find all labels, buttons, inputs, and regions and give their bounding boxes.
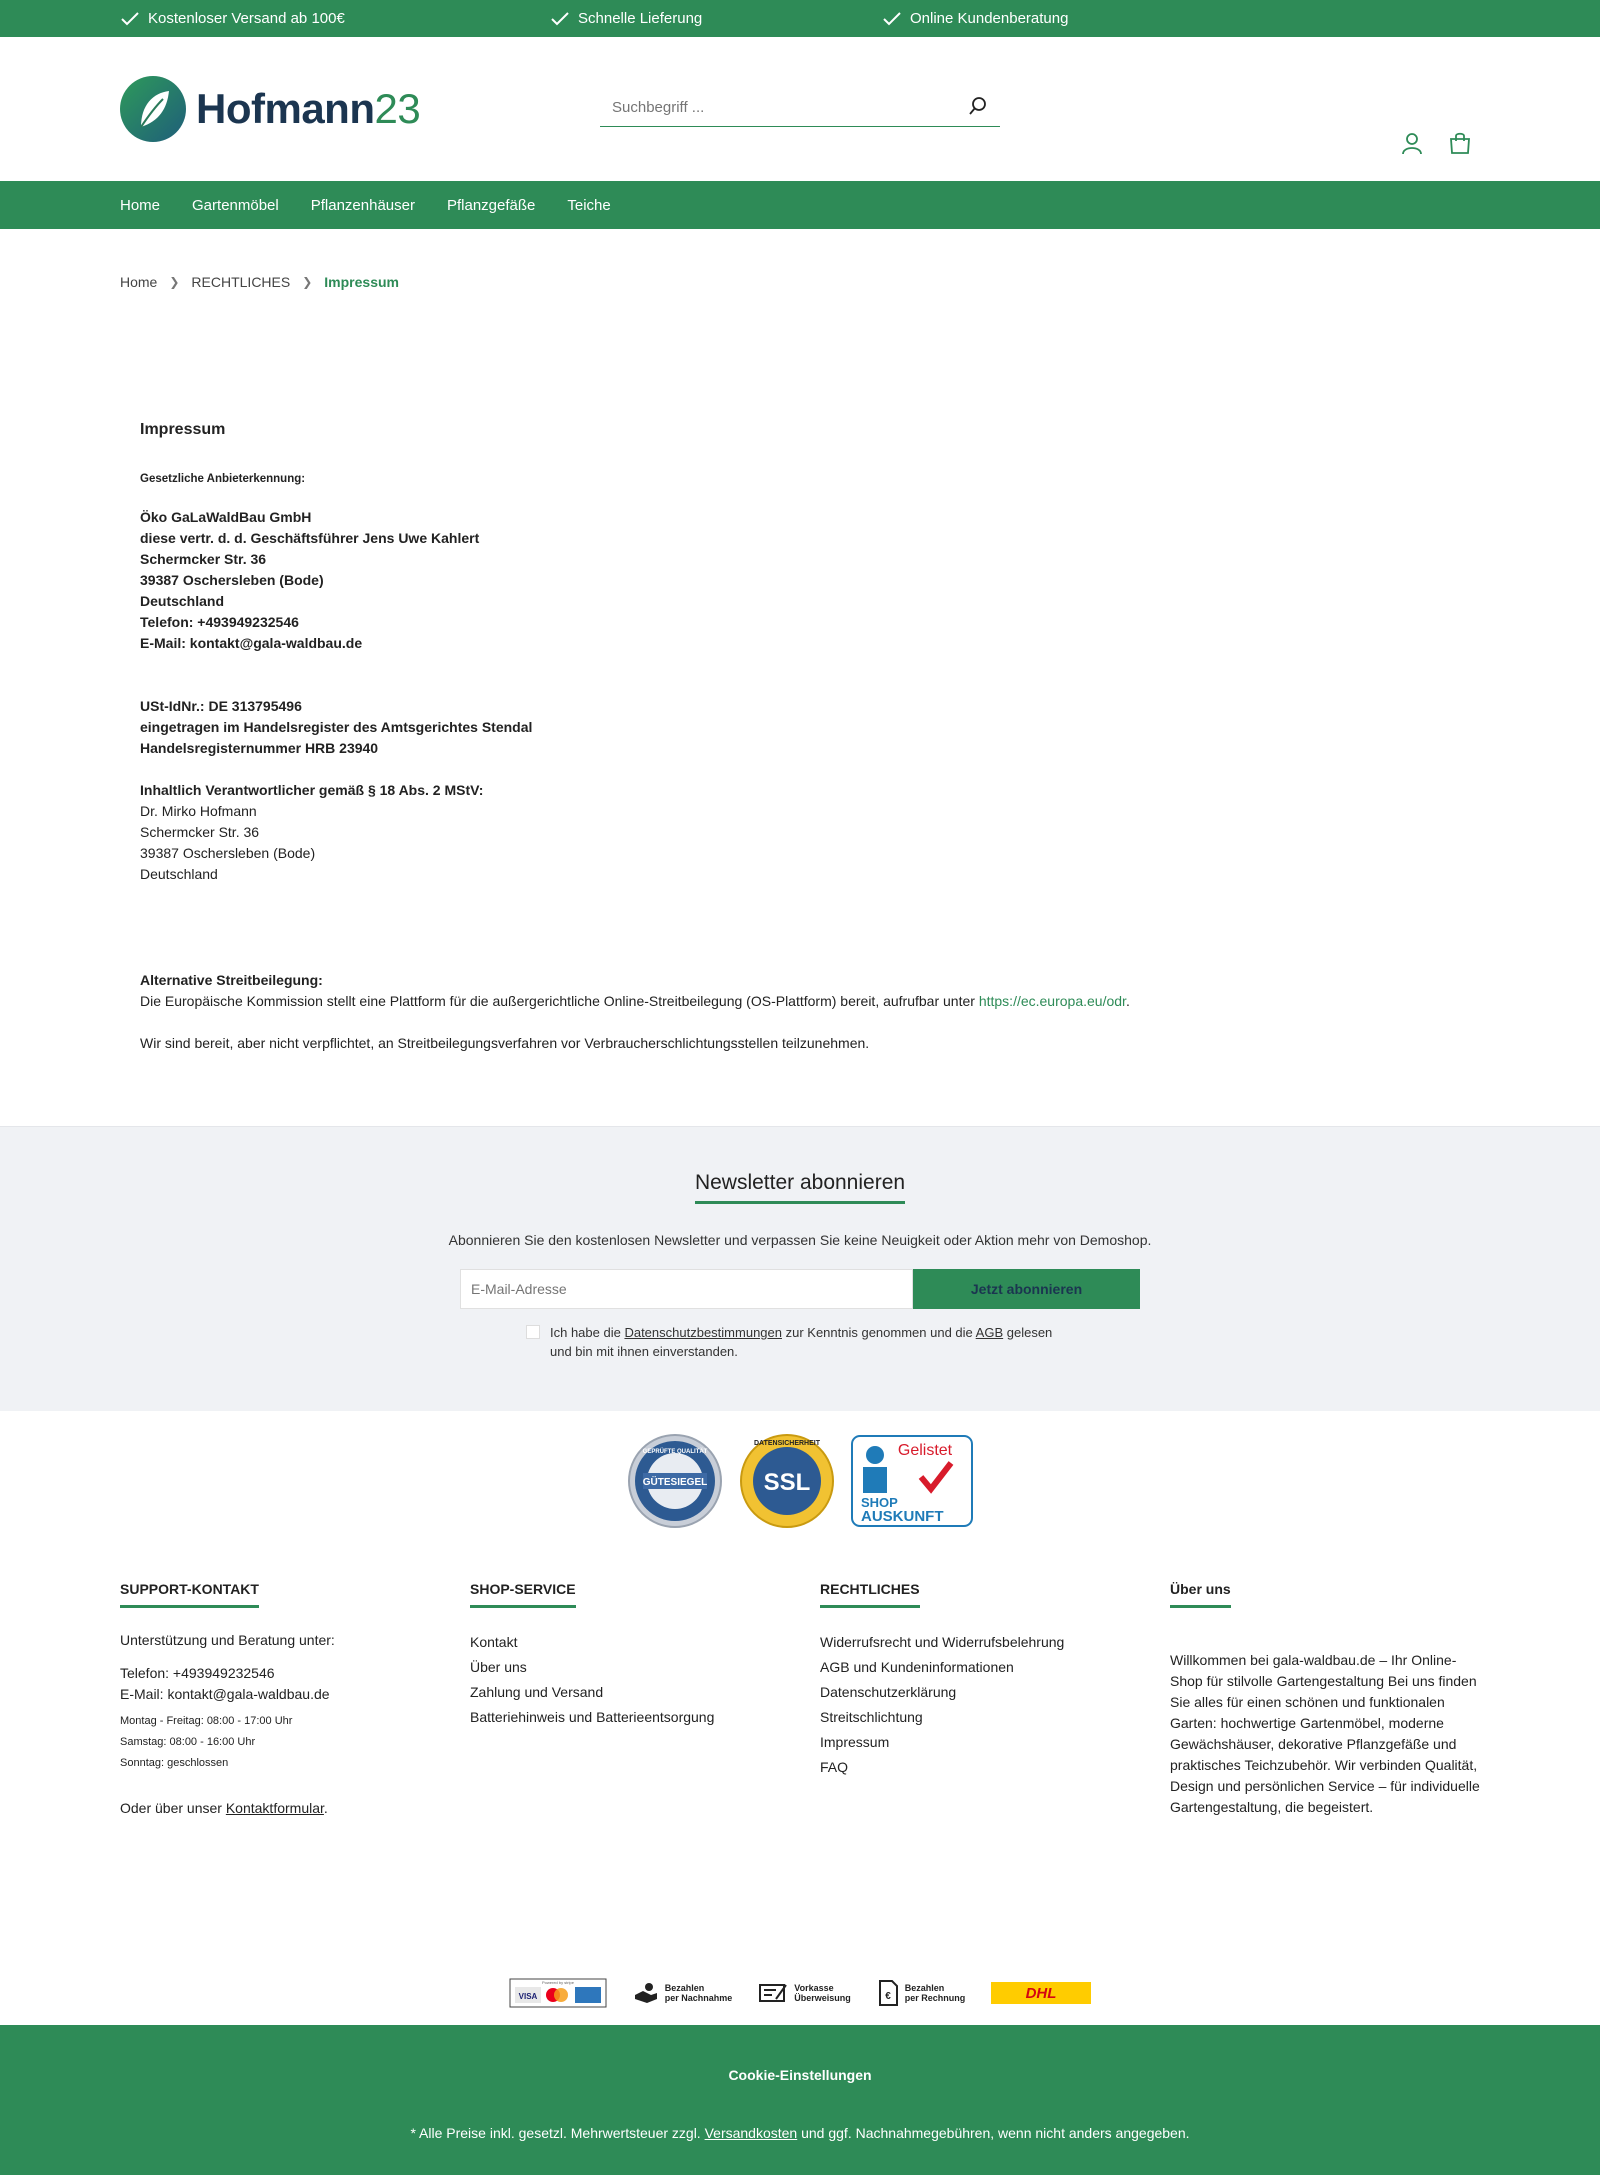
breadcrumb-home[interactable]: Home bbox=[120, 274, 158, 290]
search-bar bbox=[600, 89, 1000, 127]
usp-label: Kostenloser Versand ab 100€ bbox=[148, 10, 345, 27]
main-navigation bbox=[0, 181, 1600, 229]
logo[interactable] bbox=[120, 76, 420, 142]
chevron-right-icon: ❯ bbox=[169, 275, 180, 289]
usp-bar bbox=[0, 0, 1600, 37]
breadcrumb bbox=[0, 229, 1600, 301]
usp-label: Schnelle Lieferung bbox=[578, 10, 703, 27]
newsletter-text: Abonnieren Sie den kostenlosen Newsletter und verpassen Sie keine Neuigkeit oder Aktion mehr von Demoshop. bbox=[448, 1232, 1152, 1248]
nav-gartenmoebel[interactable]: Gartenmöbel bbox=[192, 196, 279, 214]
responsible-person bbox=[140, 780, 483, 885]
visa-label: VISA bbox=[518, 1992, 538, 2001]
newsletter-title bbox=[0, 1171, 1600, 1204]
impressum-content bbox=[0, 301, 1600, 1126]
newsletter-title-text: Newsletter abonnieren bbox=[695, 1171, 905, 1204]
seal3-top: Gelistet bbox=[897, 1442, 953, 1459]
cart-icon[interactable] bbox=[1448, 131, 1472, 155]
dispute-text-2: Wir sind bereit, aber nicht verpflichtet, an Streitbeilegungsverfahren vor Verbraucherschlichtungsstellen teilzunehmen. bbox=[140, 1035, 870, 1051]
vat-notice bbox=[0, 2125, 1600, 2141]
bottom-bar bbox=[0, 2025, 1600, 2175]
footer-support bbox=[120, 1581, 420, 1819]
logo-wordmark bbox=[196, 85, 420, 133]
footer-link-batterie[interactable]: Batteriehinweis und Batterieentsorgung bbox=[470, 1709, 715, 1725]
payment-methods bbox=[0, 1961, 1600, 2025]
cod-line2: per Nachnahme bbox=[664, 1993, 733, 2003]
company-name: Öko GaLaWaldBau GmbH bbox=[140, 509, 312, 525]
account-icon[interactable] bbox=[1400, 131, 1424, 155]
cod-line1: Bezahlen bbox=[664, 1983, 705, 1993]
dispute-label: Alternative Streitbeilegung: bbox=[140, 972, 323, 988]
city: 39387 Oschersleben (Bode) bbox=[140, 572, 324, 588]
register-court: eingetragen im Handelsregister des Amtsgerichtes Stendal bbox=[140, 719, 533, 735]
footer-link-streitschlichtung[interactable]: Streitschlichtung bbox=[820, 1709, 923, 1725]
responsible-street: Schermcker Str. 36 bbox=[140, 824, 260, 840]
chevron-right-icon: ❯ bbox=[302, 275, 313, 289]
provider-address bbox=[140, 507, 479, 654]
invoice-line2: per Rechnung bbox=[904, 1993, 966, 2003]
country: Deutschland bbox=[140, 593, 225, 609]
footer-link-agb[interactable]: AGB und Kundeninformationen bbox=[820, 1659, 1014, 1675]
nav-home[interactable]: Home bbox=[120, 196, 161, 214]
header-actions bbox=[1400, 131, 1472, 155]
provider-label: Gesetzliche Anbieterkennung: bbox=[140, 473, 306, 485]
hours-saturday: Samstag: 08:00 - 16:00 Uhr bbox=[120, 1736, 256, 1748]
usp-fast-delivery bbox=[550, 9, 882, 29]
shopauskunft-badge[interactable] bbox=[851, 1435, 973, 1527]
footer-link-kontakt[interactable]: Kontakt bbox=[470, 1634, 518, 1650]
consent-text-4: und bin mit ihnen einverstanden. bbox=[550, 1344, 738, 1359]
vat-id bbox=[140, 696, 532, 717]
check-icon bbox=[120, 9, 140, 29]
consent-text bbox=[550, 1323, 1052, 1361]
usp-free-shipping bbox=[120, 9, 550, 29]
guetesiegel-badge[interactable] bbox=[627, 1433, 723, 1529]
street: Schermcker Str. 36 bbox=[140, 551, 267, 567]
credit-cards-icon bbox=[509, 1978, 607, 2008]
ssl-badge[interactable] bbox=[739, 1433, 835, 1529]
prepay-line2: Überweisung bbox=[794, 1993, 851, 2003]
subscribe-button[interactable]: Jetzt abonnieren bbox=[913, 1269, 1140, 1309]
usp-label: Online Kundenberatung bbox=[910, 10, 1069, 27]
site-header bbox=[0, 37, 1600, 181]
consent-checkbox-row bbox=[526, 1323, 1052, 1361]
nav-teiche[interactable]: Teiche bbox=[567, 196, 611, 214]
seal3-bottom1: SHOP bbox=[861, 1495, 898, 1510]
consent-text-1: Ich habe die bbox=[550, 1325, 625, 1340]
cookie-settings-link[interactable]: Cookie-Einstellungen bbox=[728, 2067, 872, 2083]
breadcrumb-current[interactable]: Impressum bbox=[324, 274, 399, 290]
responsible-label: Inhaltlich Verantwortlicher gemäß § 18 Abs. 2 MStV: bbox=[140, 782, 484, 798]
nav-pflanzenhaeuser[interactable]: Pflanzenhäuser bbox=[310, 196, 415, 214]
breadcrumb-section[interactable]: RECHTLICHES bbox=[191, 274, 291, 290]
vat-value: DE 313795496 bbox=[204, 698, 302, 714]
leaf-logo-icon bbox=[120, 76, 186, 142]
invoice-icon bbox=[877, 1979, 899, 2007]
footer-link-ueber-uns[interactable]: Über uns bbox=[470, 1659, 527, 1675]
logo-name: Hofmann bbox=[196, 85, 375, 132]
footer-service bbox=[470, 1581, 770, 1730]
page-title: Impressum bbox=[140, 421, 226, 438]
seal1-top: GEPRÜFTE QUALITÄT bbox=[642, 1449, 708, 1455]
pay-prepayment bbox=[758, 1981, 851, 2005]
responsible-name: Dr. Mirko Hofmann bbox=[140, 803, 257, 819]
footer-legal bbox=[820, 1581, 1140, 1780]
email-field[interactable] bbox=[460, 1269, 913, 1309]
contact-form-link[interactable]: Kontaktformular bbox=[225, 1800, 324, 1816]
prepay-line1: Vorkasse bbox=[794, 1983, 834, 1993]
service-title: SHOP-SERVICE bbox=[470, 1581, 576, 1608]
legal-title: RECHTLICHES bbox=[820, 1581, 920, 1608]
newsletter-form bbox=[460, 1269, 1140, 1309]
search-input[interactable] bbox=[612, 99, 932, 116]
privacy-link[interactable]: Datenschutzbestimmungen bbox=[624, 1325, 782, 1340]
service-list bbox=[470, 1630, 770, 1730]
contact-form-prefix: Oder über unser bbox=[120, 1800, 226, 1816]
pay-cod bbox=[633, 1981, 733, 2005]
vat-notice-1: * Alle Preise inkl. gesetzl. Mehrwertsteuer zzgl. bbox=[410, 2125, 705, 2141]
logo-number: 23 bbox=[374, 85, 421, 132]
check-icon bbox=[550, 9, 570, 29]
footer-link-datenschutz[interactable]: Datenschutzerklärung bbox=[820, 1684, 957, 1700]
responsible-country: Deutschland bbox=[140, 866, 218, 882]
phone: Telefon: +493949232546 bbox=[140, 614, 299, 630]
legal-list bbox=[820, 1630, 1140, 1780]
seal2-ring: DATENSICHERHEIT bbox=[754, 1440, 820, 1447]
agb-link[interactable]: AGB bbox=[975, 1325, 1004, 1340]
trust-seals bbox=[0, 1411, 1600, 1541]
contact-form-end: . bbox=[323, 1800, 328, 1816]
hours-weekday: Montag - Freitag: 08:00 - 17:00 Uhr bbox=[120, 1715, 293, 1727]
support-intro: Unterstützung und Beratung unter: bbox=[120, 1632, 335, 1648]
seal3-bottom2: AUSKUNFT bbox=[861, 1508, 944, 1525]
odr-link[interactable]: https://ec.europa.eu/odr bbox=[978, 993, 1126, 1009]
nav-pflanzgefaesse[interactable]: Pflanzgefäße bbox=[446, 196, 536, 214]
contact-form-text bbox=[120, 1798, 420, 1819]
transfer-form-icon bbox=[758, 1981, 788, 2005]
vat-notice-2: und ggf. Nachnahmegebühren, wenn nicht anders angegeben. bbox=[797, 2125, 1190, 2141]
shipping-costs-link[interactable]: Versandkosten bbox=[704, 2125, 798, 2141]
responsible-city: 39387 Oschersleben (Bode) bbox=[140, 845, 316, 861]
consent-checkbox[interactable] bbox=[526, 1325, 540, 1339]
consent-text-3: gelesen bbox=[1003, 1325, 1053, 1340]
usp-online-advice bbox=[882, 9, 1068, 29]
cash-hand-icon bbox=[633, 1981, 659, 2005]
support-email[interactable]: E-Mail: kontakt@gala-waldbau.de bbox=[120, 1686, 330, 1702]
support-phone[interactable]: Telefon: +493949232546 bbox=[120, 1665, 275, 1681]
vat-label: USt-IdNr.: bbox=[140, 698, 205, 714]
consent-text-2: zur Kenntnis genommen und die bbox=[781, 1325, 976, 1340]
check-icon bbox=[882, 9, 902, 29]
footer-link-zahlung[interactable]: Zahlung und Versand bbox=[470, 1684, 604, 1700]
footer-link-faq[interactable]: FAQ bbox=[820, 1759, 849, 1775]
register-number: Handelsregisternummer HRB 23940 bbox=[140, 740, 379, 756]
footer-link-widerruf[interactable]: Widerrufsrecht und Widerrufsbelehrung bbox=[820, 1634, 1065, 1650]
newsletter-section bbox=[0, 1126, 1600, 1411]
represented-by: diese vertr. d. d. Geschäftsführer Jens Uwe Kahlert bbox=[140, 530, 480, 546]
dispute-text-body: Die Europäische Kommission stellt eine Plattform für die außergerichtliche Online-Streitbeilegung (OS-Plattform) bereit, aufrufbar unter bbox=[140, 993, 979, 1009]
stripe-label: Powered by stripe bbox=[541, 1980, 574, 1985]
site-footer bbox=[0, 1541, 1600, 1961]
email: E-Mail: kontakt@gala-waldbau.de bbox=[140, 635, 363, 651]
dhl-logo-icon bbox=[991, 1982, 1091, 2004]
svg-text:€: € bbox=[884, 1991, 891, 2002]
hours-sunday: Sonntag: geschlossen bbox=[120, 1757, 229, 1769]
seal1-main: GÜTESIEGEL bbox=[642, 1477, 708, 1488]
dispute-resolution bbox=[140, 970, 1130, 1054]
register-info bbox=[140, 696, 532, 759]
search-icon[interactable] bbox=[968, 96, 988, 119]
footer-link-impressum[interactable]: Impressum bbox=[820, 1734, 890, 1750]
about-title: Über uns bbox=[1170, 1581, 1231, 1608]
dhl-label: DHL bbox=[1025, 1985, 1057, 2002]
invoice-line1: Bezahlen bbox=[904, 1983, 945, 1993]
footer-about bbox=[1170, 1581, 1480, 1818]
dispute-text bbox=[140, 991, 1130, 1012]
dispute-text-end: . bbox=[1125, 993, 1130, 1009]
about-text: Willkommen bei gala-waldbau.de – Ihr Online-Shop für stilvolle Gartengestaltung Bei uns finden Sie alles für einen schönen und funktionalen Garten: hochwertige Gartenmöbel, moderne Gewächshäuser, dekorative Pflanzgefäße und praktisches Teichzubehör. Wir verbinden Qualität, Design und persönlichen Service – für individuelle Gartengestaltung, die begeistert. bbox=[1170, 1652, 1480, 1815]
seal2-main: SSL bbox=[763, 1469, 811, 1496]
support-title: SUPPORT-KONTAKT bbox=[120, 1581, 259, 1608]
pay-invoice bbox=[877, 1979, 966, 2007]
